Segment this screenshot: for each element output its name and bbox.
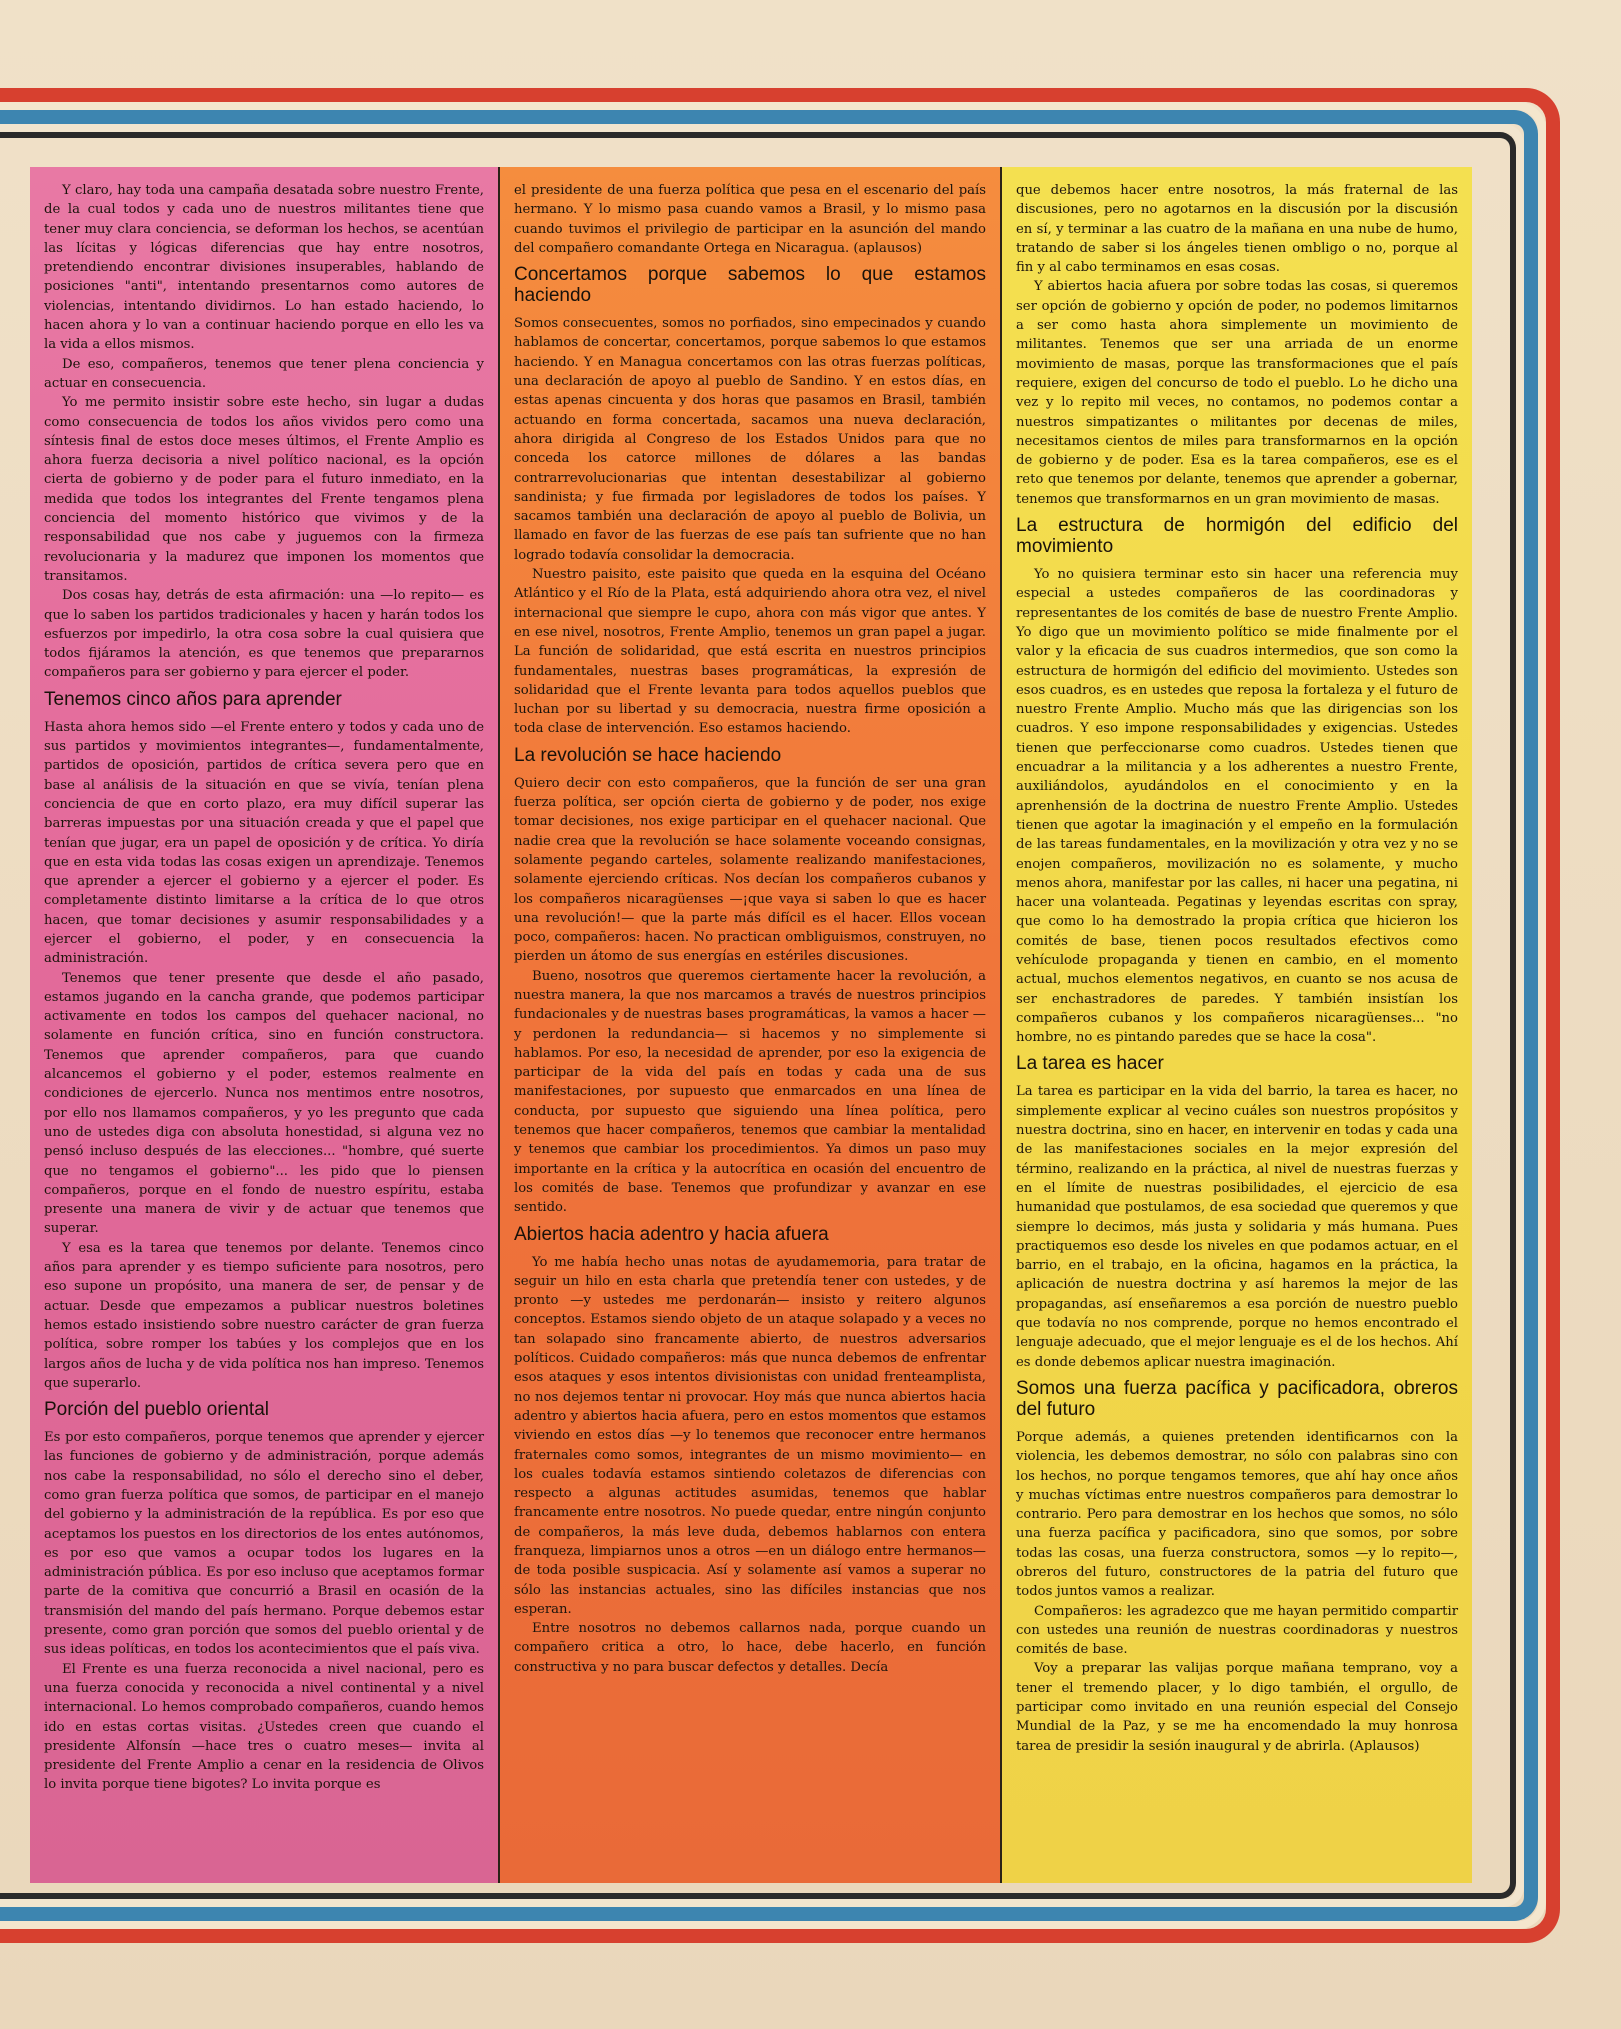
- section-heading: La tarea es hacer: [1016, 1053, 1164, 1075]
- paragraph: Hasta ahora hemos sido —el Frente entero y todos y cada uno de sus partidos y movimientos integrantes—, fundamentalmente, partidos de oposición, partidos de crítica severa pero que en base al análisis de la situación en que se vivía, tenían plena conciencia de que en corto plazo, era muy difícil superar las barreras impuestas por una situación creada y que el papel que tenían que jugar, era un papel de oposición y de crítica. Yo diría que en esta vida todas las cosas exigen un aprendizaje. Tenemos que aprender a ejercer el gobierno y a ejercer el poder. Es completamente distinto limitarse a la crítica de lo que otros hacen, que tomar decisiones y asumir responsabilidades y a ejercer el gobierno, el poder, y en consecuencia la administración.: [44, 719, 484, 967]
- column-orange: [500, 167, 1000, 1883]
- section-heading: La revolución se hace haciendo: [514, 744, 782, 766]
- column-yellow: [1002, 167, 1472, 1883]
- section-heading: Tenemos cinco años para aprender: [44, 688, 342, 710]
- section-heading: Concertamos porque sabemos lo que estamos haciendo: [514, 264, 986, 307]
- paragraph: el presidente de una fuerza política que pesa en el escenario del país hermano. Y lo mismo pasa cuando vamos a Brasil, y lo mismo pasa cuando tuvimos el privilegio de participar en la asunción del mando del compañero comandante Ortega en Nicaragua. (aplausos): [514, 183, 986, 256]
- paragraph: Tenemos que tener presente que desde el año pasado, estamos jugando en la cancha grande, que podemos participar activamente en todos los campos del quehacer nacional, no solamente en función crítica, sino en función constructora. Tenemos que aprender compañeros, para que cuando alcancemos el gobierno y el poder, estemos realmente en condiciones de ejercerlo. Nunca nos mentimos entre nosotros, por ello nos llamamos compañeros, y yo les pregunto que cada uno de ustedes diga con absoluta honestidad, si alguna vez no pensó incluso después de las elecciones... "hombre, qué suerte que no tengamos el gobierno"... les pido que lo piensen compañeros, porque en el fondo de nuestro espíritu, estaba presente una manera de vivir y de actuar que tenemos que superar.: [44, 970, 484, 1237]
- paragraph: Yo no quisiera terminar esto sin hacer una referencia muy especial a ustedes compañeros de las coordinadoras y representantes de los comités de base de nuestro Frente Amplio. Yo digo que un movimiento político se mide finalmente por el valor y la eficacia de sus cuadros intermedios, que son como la estructura de hormigón del edificio del movimiento. Ustedes son esos cuadros, es en ustedes que reposa la fortaleza y el futuro de nuestro Frente Amplio. Mucho más que las dirigencias son los cuadros. Y eso impone responsabilidades y exigencias. Ustedes tienen que perfeccionarse como cuadros. Ustedes tienen que encuadrar a la militancia y a los adherentes a nuestro Frente, auxiliándolos, ayudándolos en el conocimiento y en la aprenhensión de la doctrina de nuestro Frente Amplio. Ustedes tienen que agotar la imaginación y el empeño en la formulación de las tareas fundamentales, en la movilización y otra vez y no se enojen compañeros, movilización no es solamente, y mucho menos ahora, manifestar por las calles, ni hacer una pegatina, ni hacer una volanteada. Pegatinas y leyendas escritas con spray, que como lo ha demostrado la propia crítica que hicieron los comités de base, tienen pocos resultados efectivos como vehículode propaganda y tienen en cambio, en el momento actual, muchos elementos negativos, en cuanto se nos acusa de ser enchastradores de paredes. Y también insistían los compañeros cubanos y los compañeros nicaragüenses... "no hombre, no es pintando paredes que se hace la cosa".: [1016, 567, 1458, 1046]
- column-text: [44, 181, 484, 1795]
- paragraph: Voy a preparar las valijas porque mañana temprano, voy a tener el tremendo placer, y lo digo también, el orgullo, de participar como invitado en una reunión especial del Consejo Mundial de la Paz, y se me ha encomendado la muy honrosa tarea de presidir la sesión inaugural y de abrirla. (Aplausos): [1016, 1661, 1458, 1754]
- paragraph: Bueno, nosotros que queremos ciertamente hacer la revolución, a nuestra manera, la que nos marcamos a través de nuestros principios fundacionales y de nuestras bases programáticas, la vamos a hacer —y perdonen la redundancia— si hacemos y no simplemente si hablamos. Por eso, la necesidad de aprender, por eso la exigencia de participar de la vida del país en todas y cada una de sus manifestaciones, por supuesto que enmarcados en una línea de conducta, por supuesto que siguiendo una línea política, pero tenemos que hacer compañeros, tenemos que cambiar la mentalidad y tenemos que cambiar los procedimientos. Ya dimos un paso muy importante en la crítica y la autocrítica en ocasión del encuentro de los comités de base. Tenemos que profundizar y avanzar en ese sentido.: [514, 968, 986, 1216]
- column-text: [1016, 181, 1458, 1756]
- paragraph: que debemos hacer entre nosotros, la más fraternal de las discusiones, pero no agotarnos en la discusión por la discusión en sí, y terminar a las cuatro de la mañana en una nube de humo, tratando de saber si los ángeles tienen ombligo o no, porque al fin y al cabo terminamos en esas cosas.: [1016, 183, 1458, 276]
- paragraph: Yo me permito insistir sobre este hecho, sin lugar a dudas como consecuencia de todos los años vividos pero como una síntesis final de estos doce meses últimos, el Frente Amplio es ahora fuerza decisoria a nivel político nacional, es la opción cierta de gobierno y de poder para el futuro inmediato, en la medida que todos los integrantes del Frente tengamos plena conciencia del momento histórico que vivimos y de la responsabilidad que nos cabe y juguemos con la firmeza revolucionaria y la madurez que imponen los momentos que transitamos.: [44, 395, 484, 584]
- column-text: [514, 181, 986, 1677]
- paragraph: Y esa es la tarea que tenemos por delante. Tenemos cinco años para aprender y es tiempo suficiente para nosotros, pero eso supone un propósito, una manera de ser, de pensar y de actuar. Desde que empezamos a publicar nuestros boletines hemos estado insistiendo sobre nuestro carácter de gran fuerza política, sobre romper los tabúes y los complejos que en los largos años de lucha y de vida política nos han impreso. Tenemos que superarlo.: [44, 1240, 484, 1391]
- paragraph: Entre nosotros no debemos callarnos nada, porque cuando un compañero critica a otro, lo hace, debe hacerlo, en función constructiva y no para buscar defectos y detalles. Decía: [514, 1621, 986, 1675]
- section-heading: Porción del pueblo oriental: [44, 1399, 269, 1421]
- paragraph: Nuestro paisito, este paisito que queda en la esquina del Océano Atlántico y el Río de la Plata, está adquiriendo ahora otra vez, el nivel internacional que siempre le cupo, ahora con más vigor que antes. Y en ese nivel, nosotros, Frente Amplio, tenemos un gran papel a jugar. La función de solidaridad, que está escrita en nuestros principios fundamentales, nuestras bases programáticas, la expresión de solidaridad que el Frente levanta para todos aquellos pueblos que luchan por su libertad y su democracia, nuestra firme oposición a toda clase de intervención. Eso estamos haciendo.: [514, 567, 986, 737]
- paragraph: Y abiertos hacia afuera por sobre todas las cosas, si queremos ser opción de gobierno y opción de poder, no podemos limitarnos a ser como hasta ahora simplemente un movimiento de militantes. Tenemos que ser una arriada de un enorme movimiento de masas, porque las transformaciones que el país requiere, exigen del concurso de todo el pueblo. Lo he dicho una vez y lo repito mil veces, no contamos, no podemos contar a nuestros simpatizantes o militantes por decenas de miles, necesitamos cientos de miles para transformarnos en la opción de gobierno y de poder. Esa es la tarea compañeros, ese es el reto que tenemos por delante, tenemos que aprender a gobernar, tenemos que transformarnos en un gran movimiento de masas.: [1016, 279, 1458, 507]
- paragraph: Es por esto compañeros, porque tenemos que aprender y ejercer las funciones de gobierno y de administración, porque además nos cabe la responsabilidad, no sólo el derecho sino el deber, como gran fuerza política que somos, de participar en el manejo del gobierno y la administración de la república. Es por eso que aceptamos los puestos en los directorios de los entes autónomos, es por eso que vamos a ocupar todos los lugares en la administración pública. Es por eso incluso que aceptamos formar parte de la comitiva que concurrió a Brasil en ocasión de la transmisión del mando del país hermano. Porque debemos estar presente, como gran porción que somos del pueblo oriental y de sus ideas políticas, en todos los acontecimientos que el país viva.: [44, 1430, 484, 1658]
- paragraph: Quiero decir con esto compañeros, que la función de ser una gran fuerza política, ser opción cierta de gobierno y de poder, nos exige tomar decisiones, nos exige participar en el quehacer nacional. Que nadie crea que la revolución se hace solamente voceando consignas, solamente pegando carteles, solamente realizando manifestaciones, solamente ejerciendo críticas. Nos decían los compañeros cubanos y los compañeros nicaragüenses —¡que vaya si saben lo que es hacer una revolución!— que la parte más difícil es el hacer. Ellos vocean poco, compañeros: hacen. No practican ombliguismos, construyen, no pierden un átomo de sus energías en estériles discusiones.: [514, 775, 986, 965]
- paragraph: Compañeros: les agradezco que me hayan permitido compartir con ustedes una reunión de nuestras coordinadoras y nuestros comités de base.: [1016, 1603, 1458, 1658]
- paragraph: Somos consecuentes, somos no porfiados, sino empecinados y cuando hablamos de concertar, concertamos, porque sabemos lo que estamos haciendo. Y en Managua concertamos con las otras fuerzas políticas, una declaración de apoyo al pueblo de Sandino. Y en estos días, en estas apenas cincuenta y dos horas que pasamos en Brasil, también actuando en forma concertada, sacamos una nueva declaración, ahora dirigida al Congreso de los Estados Unidos para que no conceda los catorce millones de dólares a las bandas contrarrevolucionarias que intentan desestabilizar al gobierno sandinista; y fue firmada por legisladores de todos los países. Y sacamos también una declaración de apoyo al pueblo de Bolivia, un llamado en favor de las fuerzas de ese país tan sufriente que no han logrado todavía consolidar la democracia.: [514, 316, 986, 563]
- section-heading: Somos una fuerza pacífica y pacificadora, obreros del futuro: [1016, 1377, 1458, 1420]
- paragraph: Y claro, hay toda una campaña desatada sobre nuestro Frente, de la cual todos y cada uno de nuestros militantes tiene que tener muy clara conciencia, se deforman los hechos, se acentúan las lícitas y lógicas diferencias que hay entre nosotros, pretendiendo encontrar divisiones insuperables, hablando de posiciones "anti", intentando presentarnos como autores de violencias, intentando dividirnos. Lo han estado haciendo, lo hacen ahora y lo van a continuar haciendo porque en ello les va la vida a ellos mismos.: [44, 183, 484, 353]
- section-heading: Abiertos hacia adentro y hacia afuera: [514, 1223, 829, 1245]
- paragraph: Dos cosas hay, detrás de esta afirmación: una —lo repito— es que lo saben los partidos tradicionales y hacen y harán todos los esfuerzos por impedirlo, la otra cosa sobre la cual quisiera que todos fijáramos la atención, es que tenemos que prepararnos compañeros para ser gobierno y para ejercer el poder.: [44, 588, 484, 681]
- paragraph: El Frente es una fuerza reconocida a nivel nacional, pero es una fuerza conocida y reconocida a nivel continental y a nivel internacional. Lo hemos comprobado compañeros, cuando hemos ido en estas cortas visitas. ¿Ustedes creen que cuando el presidente Alfonsín —hace tres o cuatro meses— invita al presidente del Frente Amplio a cenar en la residencia de Olivos lo invita porque tiene bigotes? Lo invita porque es: [44, 1661, 484, 1793]
- column-pink: [30, 167, 498, 1883]
- paragraph: De eso, compañeros, tenemos que tener plena conciencia y actuar en consecuencia.: [44, 356, 484, 391]
- section-heading: La estructura de hormigón del edificio del movimiento: [1016, 515, 1458, 558]
- paragraph: Porque además, a quienes pretenden identificarnos con la violencia, les debemos demostrar, no sólo con palabras sino con los hechos, no porque tengamos temores, que ahí hay once años y muchas víctimas entre nuestros compañeros para demostrar lo contrario. Pero para demostrar en los hechos que somos, no sólo una fuerza pacífica y pacificadora, sino que somos, por sobre todas las cosas, una fuerza constructora, somos —y lo repito—, obreros del futuro, constructores de la patria del futuro que todos juntos vamos a realizar.: [1016, 1429, 1458, 1600]
- paragraph: Yo me había hecho unas notas de ayudamemoria, para tratar de seguir un hilo en esta charla que pretendía tener con ustedes, y de pronto —y ustedes me perdonarán— insisto y reitero algunos conceptos. Estamos siendo objeto de un ataque solapado y a veces no tan solapado sino francamente abierto, de nuestros adversarios políticos. Cuidado compañeros: más que nunca debemos de enfrentar esos ataques y esos intentos divisionistas con unidad frenteamplista, no nos dejemos tentar ni provocar. Hoy más que nunca abiertos hacia adentro y abiertos hacia afuera, pero en estos momentos que estamos viviendo en estos días —y lo tenemos que reconocer entre hermanos fraternales como somos, integrantes de un mismo movimiento— en los cuales todavía estamos sintiendo coletazos de diferencias con respecto a algunas actitudes asumidas, tenemos que hablar francamente entre nosotros. No puede quedar, entre ningún conjunto de compañeros, la más leve duda, debemos hablarnos con entera franqueza, limpiarnos unos a otros —en un diálogo entre hermanos— de toda posible suspicacia. Así y solamente así vamos a superar no sólo las instancias actuales, sino las difíciles instancias que nos esperan.: [514, 1254, 986, 1617]
- paragraph: La tarea es participar en la vida del barrio, la tarea es hacer, no simplemente explicar al vecino cuáles son nuestros propósitos y nuestra doctrina, sino en hacer, en intervenir en todas y cada una de las manifestaciones sociales en la mejor expresión del término, realizando en la práctica, al nivel de nuestras fuerzas y en el límite de nuestras posibilidades, el ejercicio de esa humanidad que postulamos, de esa sociedad que queremos y que siempre lo decimos, más justa y solidaria y más humana. Pues practiquemos eso desde los niveles en que podamos actuar, en el barrio, en el trabajo, en la oficina, hagamos en la práctica, la aplicación de nuestra doctrina y así haremos la mejor de las propagandas, así enseñaremos a esa porción de nuestro pueblo que todavía no nos comprende, porque no hemos encontrado el lenguaje adecuado, que el mejor lenguaje es el de los hechos. Ahí es donde debemos aplicar nuestra imaginación.: [1016, 1084, 1458, 1370]
